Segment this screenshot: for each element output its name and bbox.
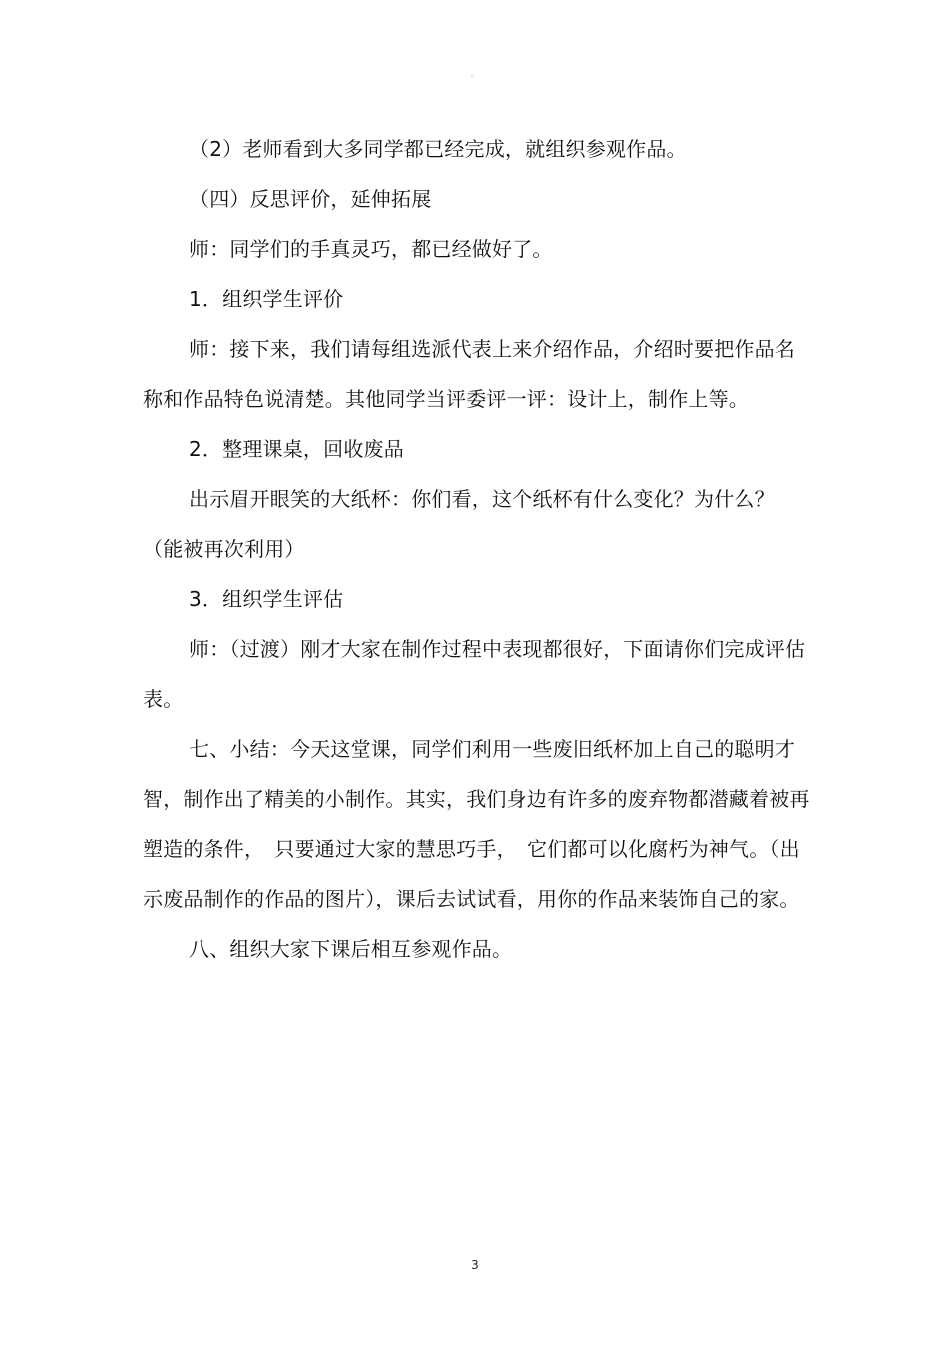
paragraph-6: 2．整理课桌，回收废品	[189, 437, 404, 461]
header-mark: 。	[471, 69, 479, 78]
paragraph-3: 师：同学们的手真灵巧，都已经做好了。	[189, 237, 553, 261]
paragraph-2: （四）反思评价，延伸拓展	[189, 187, 432, 211]
paragraph-8: 3．组织学生评估	[189, 587, 344, 611]
document-body	[143, 124, 813, 974]
page-number: 3	[471, 1258, 479, 1272]
paragraph-5: 师：接下来，我们请每组选派代表上来介绍作品，介绍时要把作品名称和作品特色说清楚。其他同学当评委评一评：设计上，制作上等。	[143, 337, 795, 411]
paragraph-11: 八、组织大家下课后相互参观作品。	[189, 937, 513, 961]
paragraph-9: 师：（过渡）刚才大家在制作过程中表现都很好，下面请你们完成评估表。	[143, 637, 806, 711]
paragraph-10: 七、小结：今天这堂课，同学们利用一些废旧纸杯加上自己的聪明才智，制作出了精美的小制作。其实，我们身边有许多的废弃物都潜藏着被再塑造的条件， 只要通过大家的慧思巧手， 它们都可以化腐朽为神气。（出示废品制作的作品的图片），课后去试试看，用你的作品来装饰自己的家。	[143, 737, 810, 911]
paragraph-4: 1．组织学生评价	[189, 287, 344, 311]
paragraph-7: 出示眉开眼笑的大纸杯：你们看，这个纸杯有什么变化？为什么？（能被再次利用）	[143, 487, 775, 561]
paragraph-1: （2）老师看到大多同学都已经完成，就组织参观作品。	[189, 137, 687, 161]
